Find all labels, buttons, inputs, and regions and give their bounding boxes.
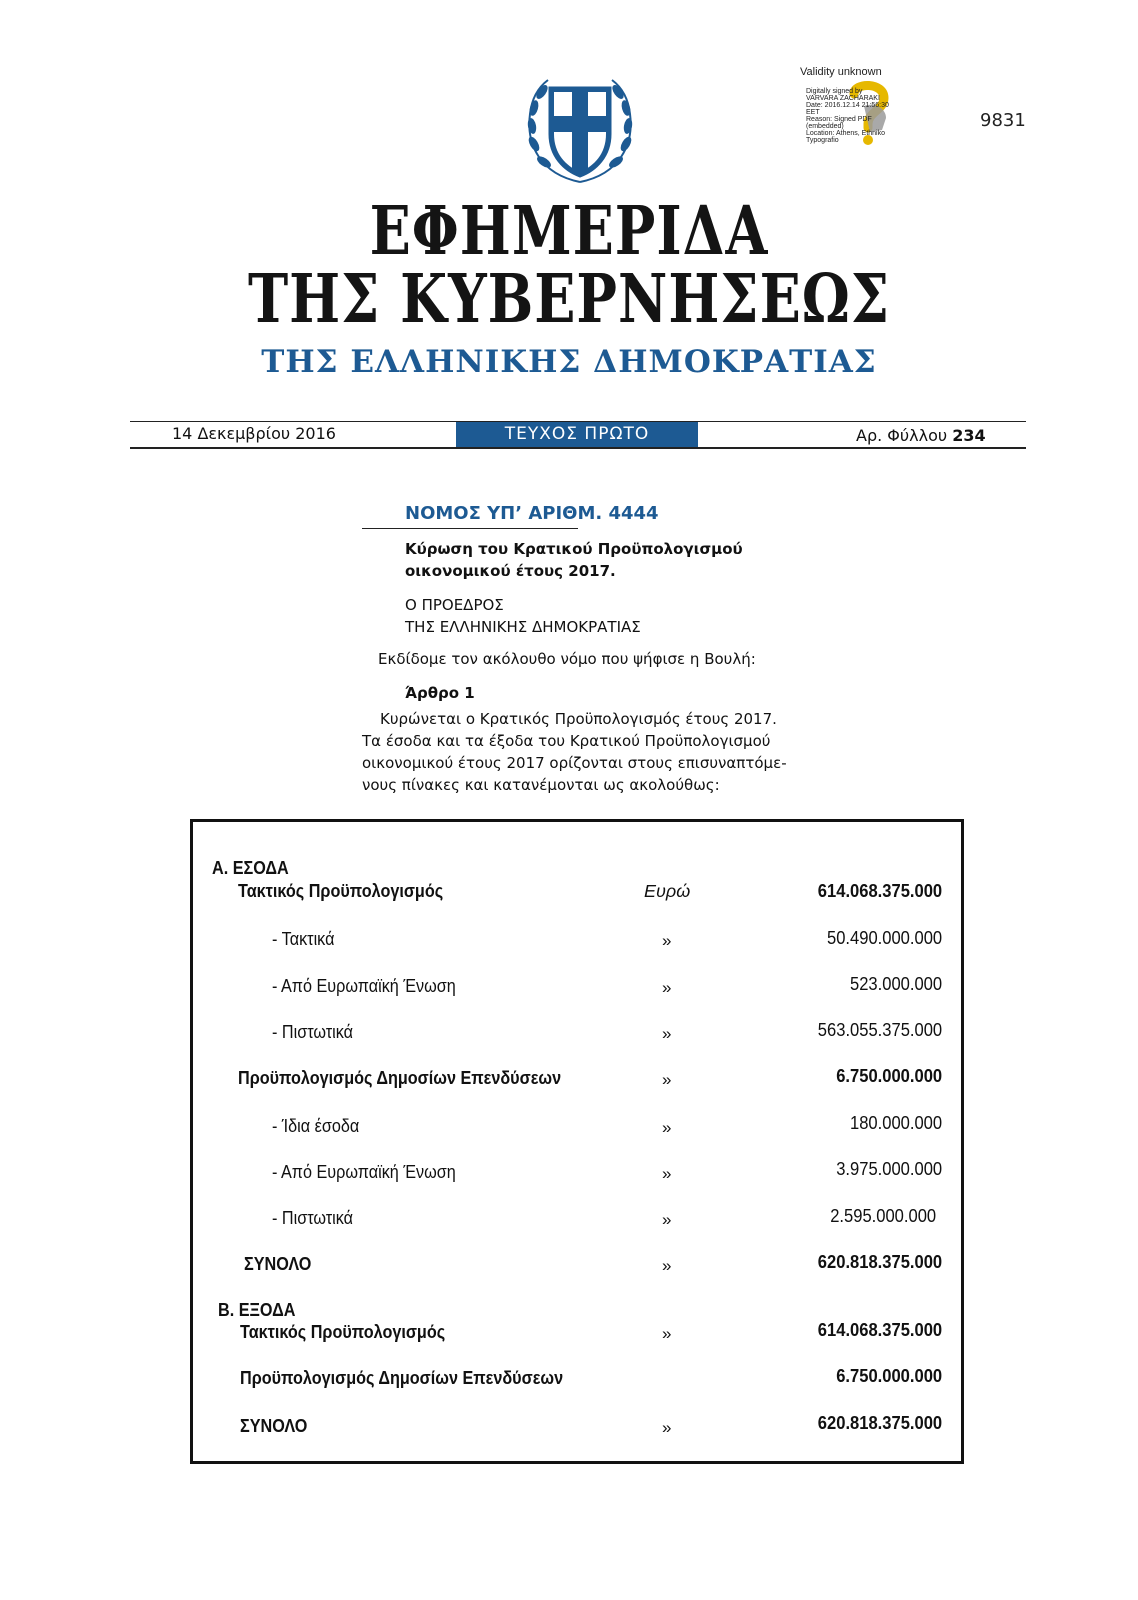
signature-line: Typografio bbox=[806, 137, 839, 144]
currency-label: Ευρώ bbox=[644, 881, 691, 901]
digital-signature-stamp bbox=[800, 66, 940, 158]
ditto-mark: » bbox=[662, 1210, 672, 1229]
sheet-label: Αρ. Φύλλου bbox=[856, 426, 948, 445]
revenue-row-label: - Πιστωτικά bbox=[272, 1022, 354, 1042]
coat-of-arms-emblem bbox=[520, 74, 640, 188]
law-title-rule bbox=[362, 528, 578, 529]
expense-total-value: 620.818.375.000 bbox=[817, 1413, 942, 1433]
ditto-mark: » bbox=[662, 1164, 672, 1183]
revenue-row-label: - Ίδια έσοδα bbox=[272, 1116, 360, 1136]
revenue-row-value: 563.055.375.000 bbox=[817, 1020, 942, 1040]
expense-total-label: ΣΥΝΟΛΟ bbox=[240, 1416, 308, 1436]
signature-line: Reason: Signed PDF bbox=[806, 116, 872, 123]
president-line: Ο ΠΡΟΕΔΡΟΣ bbox=[405, 596, 504, 614]
enactment-clause: Εκδίδομε τον ακόλουθο νόμο που ψήφισε η Βουλή: bbox=[378, 650, 756, 668]
revenue-row-value: 3.975.000.000 bbox=[836, 1159, 942, 1179]
revenue-row-label: Προϋπολογισμός Δημοσίων Επενδύσεων bbox=[238, 1068, 562, 1088]
article-line: οικονομικού έτους 2017 ορίζονται στους επισυναπτόμε- bbox=[362, 754, 787, 772]
signature-line: Date: 2016.12.14 21:56:30 bbox=[806, 102, 889, 109]
ditto-mark: » bbox=[662, 1070, 672, 1089]
revenue-row-value: 523.000.000 bbox=[849, 974, 942, 994]
ditto-mark: » bbox=[662, 1024, 672, 1043]
revenue-heading: Α. ΕΣΟΔΑ bbox=[212, 858, 289, 878]
signature-line: Location: Athens, Ethniko bbox=[806, 130, 885, 137]
signature-line: EET bbox=[806, 109, 820, 116]
ditto-mark: » bbox=[662, 1324, 672, 1343]
signature-validity: Validity unknown bbox=[800, 66, 882, 78]
article-heading: Άρθρο 1 bbox=[405, 684, 475, 702]
masthead-title-line-2: ΤΗΣ ΚΥΒΕΡΝΗΣΕΩΣ bbox=[247, 258, 891, 338]
president-heading bbox=[405, 594, 641, 638]
expense-row-value: 614.068.375.000 bbox=[817, 1320, 942, 1340]
expense-row-label: Προϋπολογισμός Δημοσίων Επενδύσεων bbox=[240, 1368, 564, 1388]
article-text bbox=[362, 708, 802, 796]
expense-heading: Β. ΕΞΟΔΑ bbox=[218, 1300, 296, 1320]
revenue-row-label: - Από Ευρωπαϊκή Ένωση bbox=[272, 976, 456, 996]
article-line: Κυρώνεται ο Κρατικός Προϋπολογισμός έτους 2017. bbox=[380, 710, 777, 728]
revenue-row-label: - Πιστωτικά bbox=[272, 1208, 354, 1228]
signature-line: VARVARA ZACHARAKI bbox=[806, 95, 880, 102]
issue-series-badge: ΤΕΥΧΟΣ ΠΡΩΤΟ bbox=[456, 422, 698, 447]
sheet-number: 234 bbox=[952, 426, 986, 445]
law-subtitle-line: οικονομικού έτους 2017. bbox=[405, 562, 616, 580]
revenue-row-value: 50.490.000.000 bbox=[826, 928, 942, 948]
law-title: ΝΟΜΟΣ ΥΠ’ ΑΡΙΘΜ. 4444 bbox=[405, 503, 659, 524]
masthead-title-line-1: ΕΦΗΜΕΡΙΔΑ bbox=[369, 190, 769, 270]
ditto-mark: » bbox=[662, 1118, 672, 1137]
signature-line: Digitally signed by bbox=[806, 88, 863, 95]
law-subtitle-line: Κύρωση του Κρατικού Προϋπολογισμού bbox=[405, 540, 743, 558]
issue-bar-bottom-rule bbox=[130, 447, 1026, 449]
revenue-row-value: 180.000.000 bbox=[849, 1113, 942, 1133]
issue-date: 14 Δεκεμβρίου 2016 bbox=[172, 424, 336, 443]
revenue-row-label: - Τακτικά bbox=[272, 929, 335, 949]
revenue-total-label: ΣΥΝΟΛΟ bbox=[244, 1254, 312, 1274]
ditto-mark: » bbox=[662, 1418, 672, 1437]
ditto-mark: » bbox=[662, 978, 672, 997]
revenue-row-value: 614.068.375.000 bbox=[817, 881, 942, 901]
ditto-mark: » bbox=[662, 1256, 672, 1275]
revenue-row-value: 2.595.000.000 bbox=[830, 1206, 936, 1226]
expense-row-label: Τακτικός Προϋπολογισμός bbox=[240, 1322, 446, 1342]
revenue-total-value: 620.818.375.000 bbox=[817, 1252, 942, 1272]
ditto-mark: » bbox=[662, 931, 672, 950]
revenue-row-label: - Από Ευρωπαϊκή Ένωση bbox=[272, 1162, 456, 1182]
expense-row-value: 6.750.000.000 bbox=[836, 1366, 942, 1386]
signature-line: (embedded) bbox=[806, 123, 844, 130]
article-line: νους πίνακες και κατανέμονται ως ακολούθως: bbox=[362, 776, 720, 794]
masthead-subtitle: ΤΗΣ ΕΛΛΗΝΙΚΗΣ ΔΗΜΟΚΡΑΤΙΑΣ bbox=[261, 344, 877, 380]
revenue-row-value: 6.750.000.000 bbox=[836, 1066, 942, 1086]
president-line: ΤΗΣ ΕΛΛΗΝΙΚΗΣ ΔΗΜΟΚΡΑΤΙΑΣ bbox=[405, 618, 641, 636]
page-number: 9831 bbox=[980, 110, 1026, 131]
issue-sheet-number bbox=[856, 426, 986, 445]
law-subtitle bbox=[405, 538, 743, 582]
revenue-row-label: Τακτικός Προϋπολογισμός bbox=[238, 881, 444, 901]
article-line: Τα έσοδα και τα έξοδα του Κρατικού Προϋπολογισμού bbox=[362, 732, 771, 750]
